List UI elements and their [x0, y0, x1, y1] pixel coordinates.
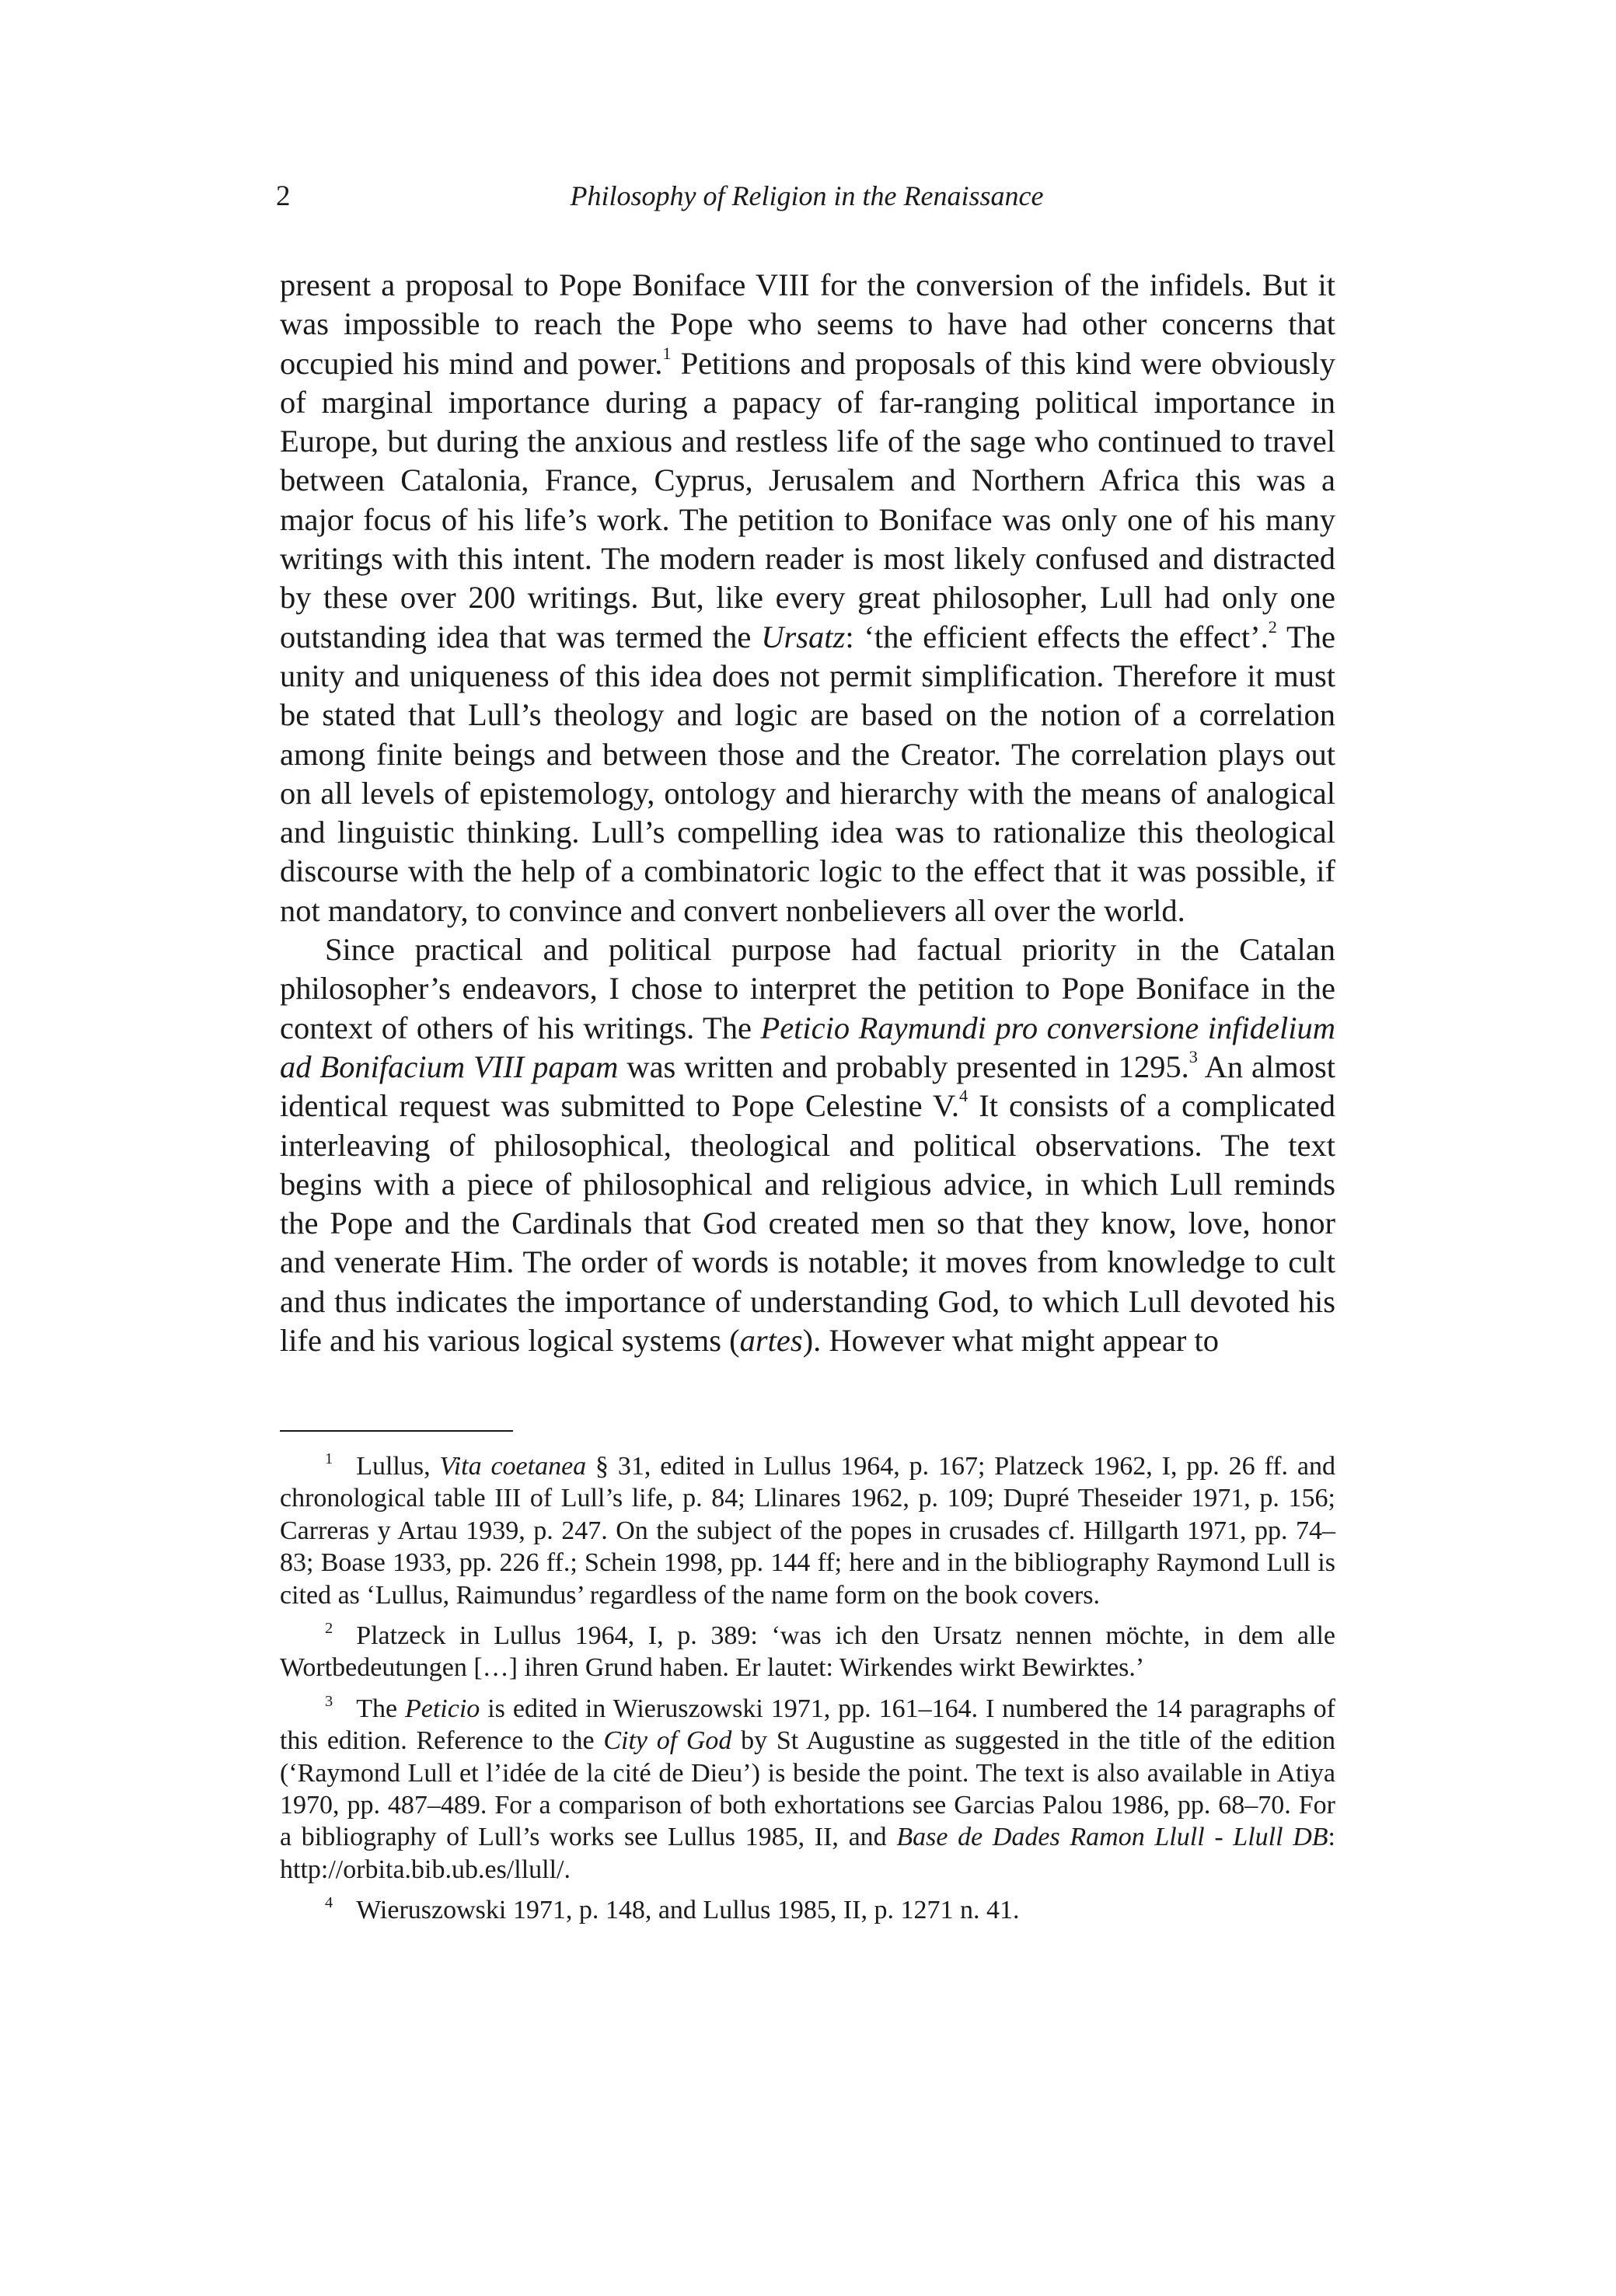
italic-title: Vita coetanea	[439, 1452, 587, 1481]
footnote-ref-3[interactable]: 3	[1188, 1047, 1198, 1067]
text-run: Platzeck in Lullus 1964, I, p. 389: ‘was ich den Ursatz nennen möchte, in dem alle Wortbedeutungen […] ihren Grund haben. Er lautet: Wirkendes wirkt Bewirktes.’	[280, 1621, 1335, 1683]
text-run: Wieruszowski 1971, p. 148, and Lullus 1985, II, p. 1271 n. 41.	[356, 1896, 1020, 1925]
italic-term: artes	[739, 1323, 803, 1359]
text-run: The unity and uniqueness of this idea does not permit simplification. Therefore it must be stated that Lull’s theology and logic are based on the notion of a correlation among finite beings and between those and the Creator. The correlation plays out on all levels of epistemology, ontology and hierarchy with the means of analogical and linguistic thinking. Lull’s compelling idea was to rationalize this theological discourse with the help of a combinatoric logic to the effect that it was possible, if not mandatory, to convince and convert nonbelievers all over the world.	[280, 619, 1335, 928]
text-run: present a proposal to Pope Boniface VIII for the conversion of the infidels. But it was impossible to reach the Pope who seems to have had other concerns that occupied his mind and power.	[280, 267, 1335, 381]
page-header	[276, 177, 1338, 224]
footnote-ref-4[interactable]: 4	[959, 1086, 969, 1106]
text-run: by St Augustine as suggested in the title of the edition (‘Raymond Lull et l’idée de la cité de Dieu’) is beside the point. The text is also available in Atiya 1970, pp. 487–489. For a comparison of both exhortations see Garcias Palou 1986, pp. 68–70. For a bibliography of Lull’s works see Lullus 1985, II, and	[280, 1726, 1335, 1852]
body-text	[280, 266, 1335, 1360]
text-run: An almost identical request was submitted to Pope Celestine V.	[280, 1049, 1336, 1124]
text-run: The	[356, 1694, 405, 1723]
text-run: : ‘the efficient effects the effect’.	[845, 619, 1269, 654]
text-run: ). However what might appear to	[802, 1323, 1219, 1359]
footnote-1: 1 Lullus, Vita coetanea § 31, edited in Lullus 1964, p. 167; Platzeck 1962, I, pp. 26 ff. and chronological table III of Lull’s life, p. 84; Llinares 1962, p. 109; Dupré Theseider 1971, p. 156; Carreras y Artau 1939, p. 247. On the subject of the popes in crusades cf. Hillgarth 1971, pp. 74–83; Boase 1933, pp. 226 ff.; Schein 1998, pp. 144 ff; here and in the bibliography Raymond Lull is cited as ‘Lullus, Raimundus’ regardless of the name form on the book covers.	[280, 1450, 1335, 1610]
paragraph-1	[280, 266, 1335, 930]
footnote-4: 4 Wieruszowski 1971, p. 148, and Lullus 1985, II, p. 1271 n. 41.	[325, 1894, 1020, 1925]
text-run: : http://orbita.bib.ub.es/llull/.	[280, 1823, 1335, 1884]
text-run: was written and probably presented in 1295.	[618, 1049, 1189, 1084]
text-run: Since practical and political purpose had factual priority in the Catalan philosopher’s endeavors, I chose to interpret the petition to Pope Boniface in the context of others of his writings. The	[280, 932, 1335, 1045]
running-head: Philosophy of Religion in the Renaissance	[570, 180, 1044, 211]
page-number: 2	[276, 180, 291, 212]
text-run: Lullus,	[356, 1452, 440, 1481]
italic-title: City of God	[603, 1726, 732, 1756]
text-run: Petitions and proposals of this kind were obviously of marginal importance during a papacy of far-ranging political importance in Europe, but during the anxious and restless life of the sage who continued to travel between Catalonia, France, Cyprus, Jerusalem and Northern Africa this was a major focus of his life’s work. The petition to Boniface was only one of his many writings with this intent. The modern reader is most likely confused and distracted by these over 200 writings. But, like every great philosopher, Lull had only one outstanding idea that was termed the	[280, 345, 1335, 654]
footnote-ref-1[interactable]: 1	[662, 343, 672, 363]
footnote-2: 2 Platzeck in Lullus 1964, I, p. 389: ‘was ich den Ursatz nennen möchte, in dem alle Wortbedeutungen […] ihren Grund haben. Er lautet: Wirkendes wirkt Bewirktes.’	[280, 1619, 1335, 1683]
paragraph-2	[280, 930, 1335, 1360]
text-run: It consists of a complicated interleaving of philosophical, theological and political observations. The text begins with a piece of philosophical and religious advice, in which Lull reminds the Pope and the Cardinals that God created men so that they know, love, honor and venerate Him. The order of words is notable; it moves from knowledge to cult and thus indicates the importance of understanding God, to which Lull devoted his life and his various logical systems (	[280, 1088, 1335, 1359]
italic-term: Ursatz	[761, 619, 846, 654]
italic-title: Peticio Raymundi pro conversione infidelium ad Bonifacium VIII papam	[280, 1010, 1335, 1084]
footnotes	[280, 1450, 1335, 1935]
text-run: § 31, edited in Lullus 1964, p. 167; Platzeck 1962, I, pp. 26 ff. and chronological table III of Lull’s life, p. 84; Llinares 1962, p. 109; Dupré Theseider 1971, p. 156; Carreras y Artau 1939, p. 247. On the subject of the popes in crusades cf. Hillgarth 1971, pp. 74–83; Boase 1933, pp. 226 ff.; Schein 1998, pp. 144 ff; here and in the bibliography Raymond Lull is cited as ‘Lullus, Raimundus’ regardless of the name form on the book covers.	[280, 1452, 1335, 1610]
italic-title: Base de Dades Ramon Llull - Llull DB	[896, 1823, 1328, 1852]
footnote-3: 3 The Peticio is edited in Wieruszowski 1971, pp. 161–164. I numbered the 14 paragraphs of this edition. Reference to the City of God by St Augustine as suggested in the title of the edition (‘Raymond Lull et l’idée de la cité de Dieu’) is beside the point. The text is also available in Atiya 1970, pp. 487–489. For a comparison of both exhortations see Garcias Palou 1986, pp. 68–70. For a bibliography of Lull’s works see Lullus 1985, II, and Base de Dades Ramon Llull - Llull DB: http://orbita.bib.ub.es/llull/.	[280, 1692, 1335, 1884]
text-run: is edited in Wieruszowski 1971, pp. 161–164. I numbered the 14 paragraphs of this edition. Reference to the	[280, 1694, 1335, 1756]
italic-title: Peticio	[405, 1694, 480, 1723]
footnote-divider	[280, 1430, 513, 1432]
footnote-ref-2[interactable]: 2	[1268, 616, 1277, 637]
